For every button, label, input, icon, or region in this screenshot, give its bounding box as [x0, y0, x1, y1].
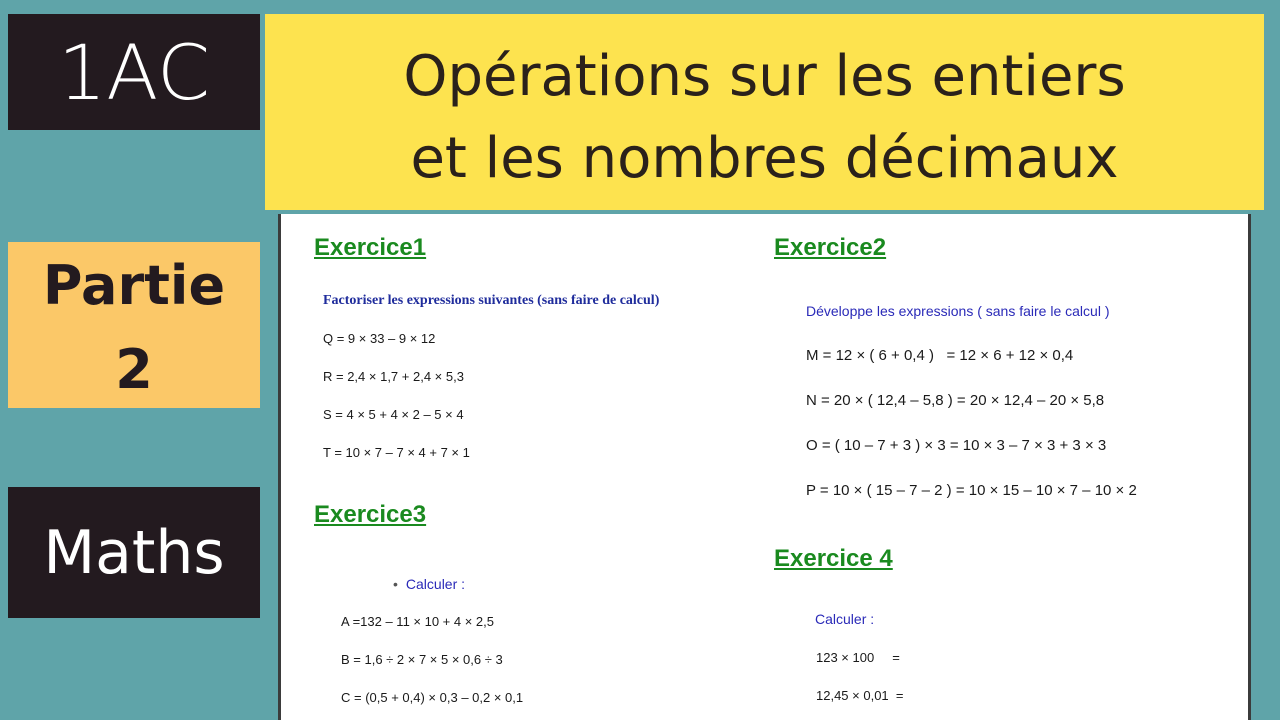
lesson-title-line-1: Opérations sur les entiers — [403, 44, 1126, 109]
grade-label: 1AC — [8, 14, 260, 130]
exercise-4-line: 12,45 × 0,01 = — [816, 688, 904, 703]
part-label-number: 2 — [115, 338, 153, 401]
exercise-2-title: Exercice2 — [774, 234, 887, 261]
part-label-word: Partie — [42, 254, 226, 317]
exercise-1-line: S = 4 × 5 + 4 × 2 – 5 × 4 — [323, 407, 464, 422]
exercise-3-line: C = (0,5 + 0,4) × 0,3 – 0,2 × 0,1 — [341, 690, 524, 705]
exercise-sheet — [278, 214, 1251, 720]
lesson-title-line-2: et les nombres décimaux — [410, 126, 1119, 191]
exercise-2-instruction: Développe les expressions ( sans faire le calcul ) — [806, 303, 1110, 319]
exercise-3-line: A =132 – 11 × 10 + 4 × 2,5 — [341, 614, 495, 629]
bullet-icon: • — [393, 576, 398, 592]
exercise-1-instruction: Factoriser les expressions suivantes (sans faire de calcul) — [323, 293, 660, 308]
exercise-4-title: Exercice 4 — [774, 545, 893, 572]
exercise-1-title: Exercice1 — [314, 234, 427, 261]
exercise-2-line: N = 20 × ( 12,4 – 5,8 ) = 20 × 12,4 – 20 × 5,8 — [806, 392, 1105, 409]
lesson-title — [265, 14, 1264, 210]
part-label — [8, 242, 260, 408]
exercise-1-line: R = 2,4 × 1,7 + 2,4 × 5,3 — [323, 369, 464, 384]
exercise-3-title: Exercice3 — [314, 501, 427, 528]
exercise-4-line: 123 × 100 = — [816, 650, 900, 665]
subject-label: Maths — [8, 487, 260, 618]
exercise-2-line: O = ( 10 – 7 + 3 ) × 3 = 10 × 3 – 7 × 3 + 3 × 3 — [806, 437, 1107, 454]
exercise-3-instruction: Calculer : — [405, 576, 466, 592]
exercise-1-line: T = 10 × 7 – 7 × 4 + 7 × 1 — [323, 445, 470, 460]
exercise-1-line: Q = 9 × 33 – 9 × 12 — [323, 331, 436, 346]
exercise-2-line: M = 12 × ( 6 + 0,4 ) = 12 × 6 + 12 × 0,4 — [806, 347, 1074, 364]
exercise-3-instruction-row — [393, 576, 465, 592]
exercise-3-line: B = 1,6 ÷ 2 × 7 × 5 × 0,6 ÷ 3 — [341, 652, 503, 667]
exercise-2-line: P = 10 × ( 15 – 7 – 2 ) = 10 × 15 – 10 × 7 – 10 × 2 — [806, 482, 1137, 499]
exercise-4-instruction: Calculer : — [815, 611, 875, 627]
